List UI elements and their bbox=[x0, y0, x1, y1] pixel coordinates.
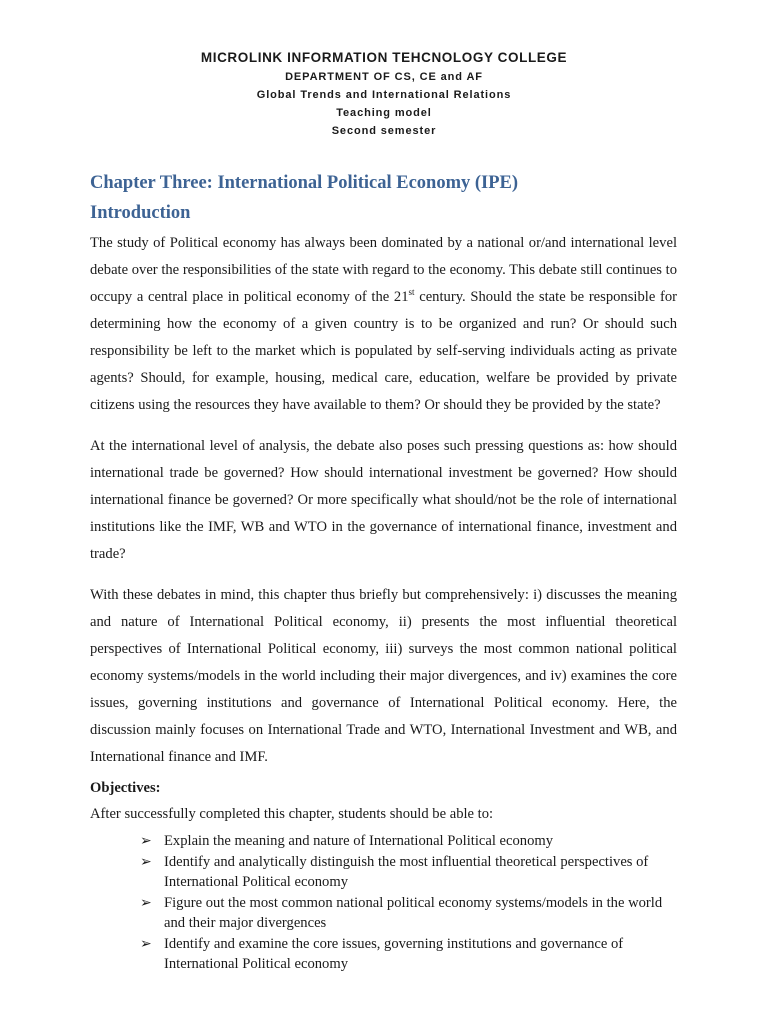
document-header bbox=[0, 0, 768, 140]
objectives-intro: After successfully completed this chapter, students should be able to: bbox=[90, 806, 494, 822]
objectives-heading: Objectives: bbox=[90, 780, 161, 796]
list-item bbox=[140, 852, 677, 892]
chapter-title: Chapter Three: International Political Economy (IPE) bbox=[90, 173, 519, 193]
ordinal-suffix: st bbox=[408, 287, 415, 298]
list-item bbox=[140, 831, 677, 851]
list-item bbox=[140, 934, 677, 974]
objective-text: Figure out the most common national political economy systems/models in the world and their major divergences bbox=[164, 895, 663, 931]
department-line: DEPARTMENT OF CS, CE and AF bbox=[285, 71, 483, 83]
paragraph-1-part-b: century. Should the state be responsible for determining how the economy of a given country is to be organized and run? Or should such responsibility be left to the market which is populated by self-serving individuals acting as private agents? Should, for example, housing, medical care, education, welfare be provided by private citizens using the resources they have available to them? Or should they be provided by the state? bbox=[90, 289, 677, 413]
intro-heading: Introduction bbox=[90, 203, 191, 223]
semester-line: Second semester bbox=[331, 125, 437, 137]
document-body bbox=[90, 168, 677, 975]
objective-text: Identify and examine the core issues, governing institutions and governance of International Political economy bbox=[164, 936, 624, 972]
arrow-bullet-icon: ➢ bbox=[140, 895, 152, 911]
paragraph-1 bbox=[90, 230, 677, 419]
objective-text: Explain the meaning and nature of International Political economy bbox=[164, 833, 554, 849]
objective-text: Identify and analytically distinguish the most influential theoretical perspectives of International Political economy bbox=[164, 854, 649, 890]
objectives-list bbox=[90, 831, 677, 974]
college-name: MICROLINK INFORMATION TEHCNOLOGY COLLEGE bbox=[200, 50, 568, 65]
arrow-bullet-icon: ➢ bbox=[140, 936, 152, 952]
course-title: Global Trends and International Relations bbox=[256, 89, 512, 101]
paragraph-2: At the international level of analysis, the debate also poses such pressing questions as: how should international trade be governed? How should international investment be governed? How should international finance be governed? Or more specifically what should/not be the role of international institutions like the IMF, WB and WTO in the governance of international finance, investment and trade? bbox=[90, 438, 677, 562]
paragraph-1-part-a: The study of Political economy has always been dominated by a national or/and international level debate over the responsibilities of the state with regard to the economy. This debate still continues to occupy a central place in political economy of the 21 bbox=[90, 235, 677, 305]
list-item bbox=[140, 893, 677, 933]
arrow-bullet-icon: ➢ bbox=[140, 854, 152, 870]
arrow-bullet-icon: ➢ bbox=[140, 833, 152, 849]
teaching-model-line: Teaching model bbox=[336, 107, 432, 119]
paragraph-3: With these debates in mind, this chapter thus briefly but comprehensively: i) discusses the meaning and nature of International Political economy, ii) presents the most influential theoretical perspectives of International Political economy, iii) surveys the most common national political economy systems/models in the world including their major divergences, and iv) examines the core issues, governing institutions and governance of International Political economy. Here, the discussion mainly focuses on International Trade and WTO, International Investment and WB, and International finance and IMF. bbox=[90, 587, 677, 765]
